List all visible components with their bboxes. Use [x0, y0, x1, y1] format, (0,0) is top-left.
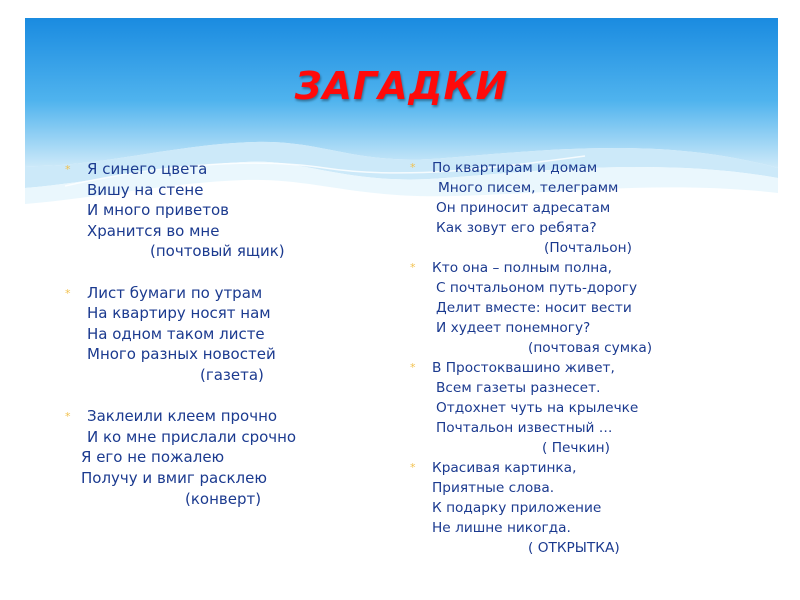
- riddle-line: Красивая картинка,: [432, 460, 577, 476]
- riddle-block: [410, 458, 652, 558]
- bullet-icon: *: [65, 286, 71, 300]
- riddle-line: Лист бумаги по утрам: [87, 283, 263, 302]
- riddle-answer: (Почтальон): [544, 240, 632, 256]
- left-riddles-column: [65, 159, 296, 509]
- bullet-icon: *: [410, 161, 416, 174]
- bullet-icon: *: [410, 361, 416, 374]
- riddle-line: Я синего цвета: [87, 160, 208, 178]
- riddle-line: Получу и вмиг расклею: [81, 468, 267, 487]
- riddle-line: К подарку приложение: [432, 500, 602, 516]
- riddle-answer: ( Печкин): [542, 440, 610, 456]
- riddle-block: [410, 358, 652, 458]
- riddle-answer: (почтовая сумка): [528, 340, 653, 356]
- riddle-block: [410, 158, 652, 258]
- riddle-line: Много писем, телеграмм: [438, 180, 619, 196]
- riddle-block: [65, 283, 296, 386]
- riddle-line: Я его не пожалею: [81, 448, 225, 467]
- riddle-line: И худеет понемногу?: [436, 320, 591, 336]
- bullet-icon: *: [410, 461, 416, 474]
- riddle-line: На квартиру носят нам: [87, 304, 271, 323]
- riddle-answer: ( ОТКРЫТКА): [528, 540, 620, 556]
- riddle-line: И много приветов: [87, 201, 230, 220]
- riddle-line: И ко мне прислали срочно: [87, 427, 297, 446]
- riddle-line: Хранится во мне: [87, 221, 220, 240]
- riddle-line: Как зовут его ребята?: [436, 220, 597, 236]
- riddle-line: Заклеили клеем прочно: [87, 407, 278, 426]
- riddle-answer: (почтовый ящик): [150, 242, 285, 261]
- riddle-line: Не лишне никогда.: [432, 520, 571, 536]
- slide: [25, 18, 778, 582]
- bullet-icon: *: [65, 163, 71, 176]
- riddle-block: [410, 258, 652, 358]
- riddle-line: По квартирам и домам: [432, 160, 598, 176]
- slide-title: ЗАГАДКИ: [294, 64, 509, 108]
- bullet-icon: *: [65, 410, 71, 424]
- riddle-line: Много разных новостей: [87, 345, 276, 364]
- riddle-line: Приятные слова.: [432, 480, 555, 496]
- riddle-line: Почтальон известный …: [436, 420, 613, 436]
- riddle-line: Всем газеты разнесет.: [436, 380, 601, 396]
- right-riddles-column: [410, 158, 652, 558]
- riddle-line: Вишу на стене: [87, 180, 204, 199]
- riddle-answer: (газета): [200, 365, 264, 384]
- riddle-answer: (конверт): [185, 489, 262, 508]
- riddle-block: [65, 406, 296, 509]
- riddle-line: С почтальоном путь-дорогу: [436, 280, 638, 296]
- riddle-line: Кто она – полным полна,: [432, 260, 612, 276]
- riddle-line: На одном таком листе: [87, 324, 265, 343]
- riddle-line: Делит вместе: носит вести: [436, 300, 632, 316]
- riddle-line: Он приносит адресатам: [436, 200, 611, 216]
- bullet-icon: *: [410, 261, 416, 274]
- riddle-block: [65, 159, 296, 262]
- riddle-line: В Простоквашино живет,: [432, 360, 615, 376]
- riddle-line: Отдохнет чуть на крылечке: [436, 400, 639, 416]
